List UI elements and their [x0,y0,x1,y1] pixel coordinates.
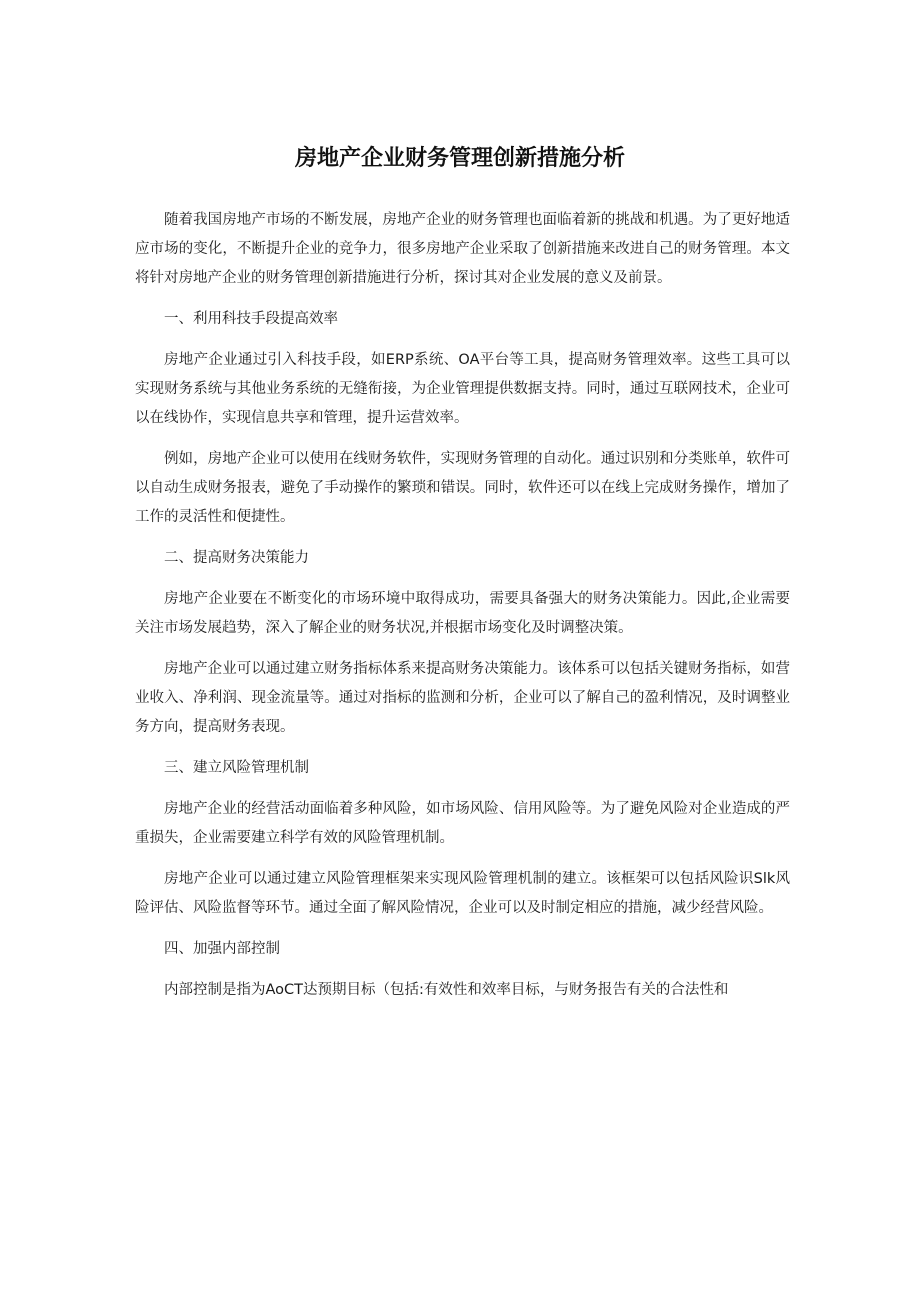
document-body [135,206,790,1017]
page-title: 房地产企业财务管理创新措施分析 [294,145,625,171]
paragraph: 内部控制是指为AoCT达预期目标（包括:有效性和效率目标，与财务报告有关的合法性和 [164,982,729,998]
paragraph: 例如，房地产企业可以使用在线财务软件，实现财务管理的自动化。通过识别和分类账单，软件可以自动生成财务报表，避免了手动操作的繁琐和错误。同时，软件还可以在线上完成财务操作，增加了工作的灵活性和便捷性。 [135,451,790,525]
paragraph: 房地产企业要在不断变化的市场环境中取得成功，需要具备强大的财务决策能力。因此,企业需要关注市场发展趋势，深入了解企业的财务状况,并根据市场变化及时调整决策。 [135,591,790,636]
paragraph-intro: 随着我国房地产市场的不断发展，房地产企业的财务管理也面临着新的挑战和机遇。为了更好地适应市场的变化，不断提升企业的竞争力，很多房地产企业采取了创新措施来改进自己的财务管理。本文将针对房地产企业的财务管理创新措施进行分析，探讨其对企业发展的意义及前景。 [135,212,790,286]
paragraph: 房地产企业的经营活动面临着多种风险，如市场风险、信用风险等。为了避免风险对企业造成的严重损失，企业需要建立科学有效的风险管理机制。 [135,801,790,846]
section-heading-2: 二、提高财务决策能力 [164,550,309,566]
section-heading-4: 四、加强内部控制 [164,941,280,957]
paragraph: 房地产企业通过引入科技手段，如ERP系统、OA平台等工具，提高财务管理效率。这些工具可以实现财务系统与其他业务系统的无缝衔接，为企业管理提供数据支持。同时，通过互联网技术，企业可以在线协作，实现信息共享和管理，提升运营效率。 [135,352,790,426]
paragraph: 房地产企业可以通过建立财务指标体系来提高财务决策能力。该体系可以包括关键财务指标，如营业收入、净利润、现金流量等。通过对指标的监测和分析，企业可以了解自己的盈利情况，及时调整业务方向，提高财务表现。 [135,661,790,735]
paragraph: 房地产企业可以通过建立风险管理框架来实现风险管理机制的建立。该框架可以包括风险识Slk风险评估、风险监督等环节。通过全面了解风险情况，企业可以及时制定相应的措施，减少经营风险。 [135,871,790,916]
section-heading-3: 三、建立风险管理机制 [164,760,309,776]
section-heading-1: 一、利用科技手段提高效率 [164,311,338,327]
